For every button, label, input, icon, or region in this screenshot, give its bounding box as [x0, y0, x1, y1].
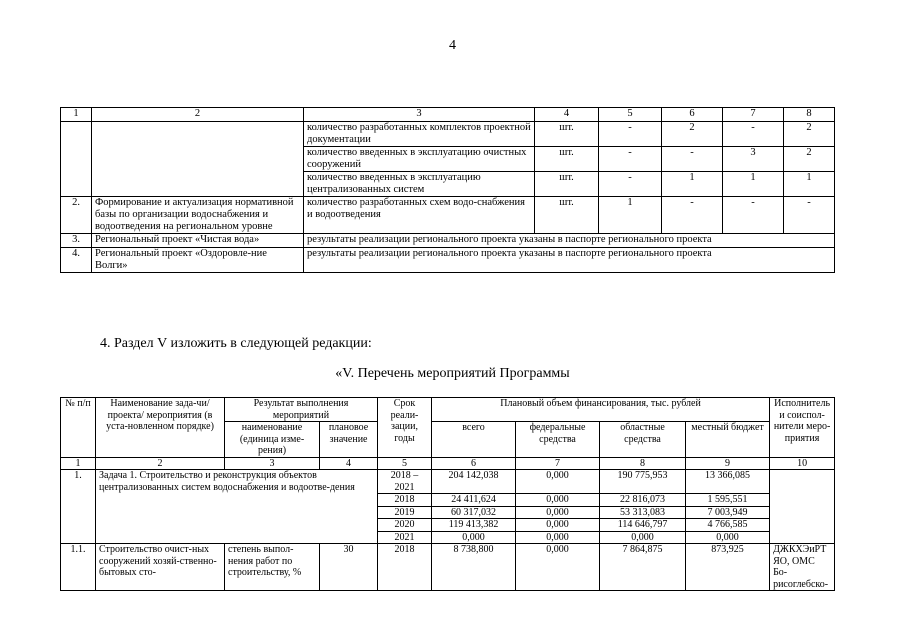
local-cell: 13 366,085 [686, 470, 770, 494]
col-number: 6 [432, 457, 516, 470]
total-cell: 0,000 [432, 531, 516, 544]
value-cell: 3 [723, 147, 784, 172]
total-cell: 24 411,624 [432, 494, 516, 507]
indicators-table [60, 107, 835, 273]
row-number: 2. [61, 197, 92, 234]
year-cell: 2020 [378, 519, 432, 532]
unit-cell: шт. [535, 197, 599, 234]
regional-cell: 114 646,797 [600, 519, 686, 532]
col-header: 7 [723, 108, 784, 122]
total-cell: 60 317,032 [432, 506, 516, 519]
value-cell: - [599, 172, 662, 197]
value-cell: - [599, 147, 662, 172]
value-cell: - [662, 197, 723, 234]
header-num: № п/п [61, 398, 96, 458]
merged-note: результаты реализации регионального проекта указаны в паспорте регионального проекта [304, 248, 835, 273]
col-number: 9 [686, 457, 770, 470]
col-header: 5 [599, 108, 662, 122]
value-cell: - [723, 197, 784, 234]
header-name: Наименование зада-чи/проекта/ мероприятия (в уста-новленном порядке) [96, 398, 225, 458]
local-cell: 873,925 [686, 544, 770, 591]
federal-cell: 0,000 [516, 519, 600, 532]
header-term: Срок реали-зации, годы [378, 398, 432, 458]
col-number: 8 [600, 457, 686, 470]
row-number: 1. [61, 470, 96, 544]
activity-name: Строительство очист-ных сооружений хозяй-ственно-бытовых сто- [96, 544, 225, 591]
value-cell: 2 [784, 122, 835, 147]
col-number: 10 [770, 457, 835, 470]
year-cell: 2018 [378, 494, 432, 507]
column-numbers-row [61, 457, 835, 470]
federal-cell: 0,000 [516, 531, 600, 544]
regional-cell: 0,000 [600, 531, 686, 544]
indicator-cell: количество введенных в эксплуатацию очистных сооружений [304, 147, 535, 172]
task-name: Задача 1. Строительство и реконструкция объектов централизованных систем водоснабжения и водоотве-дения [96, 470, 378, 544]
value-cell: - [599, 122, 662, 147]
value-cell: 1 [662, 172, 723, 197]
value-cell: - [662, 147, 723, 172]
header-federal: федеральные средства [516, 422, 600, 458]
value-cell: - [784, 197, 835, 234]
activities-table [60, 397, 835, 591]
value-cell: 1 [723, 172, 784, 197]
section-title: «V. Перечень мероприятий Программы [335, 366, 570, 381]
year-cell: 2018 – 2021 [378, 470, 432, 494]
table-header-row [61, 108, 835, 122]
federal-cell: 0,000 [516, 470, 600, 494]
local-cell: 0,000 [686, 531, 770, 544]
indicator-cell: количество разработанных схем водо-снабжения и водоотведения [304, 197, 535, 234]
table-row [61, 544, 835, 591]
federal-cell: 0,000 [516, 544, 600, 591]
table-row [61, 234, 835, 248]
federal-cell: 0,000 [516, 506, 600, 519]
value-cell: 1 [599, 197, 662, 234]
local-cell: 4 766,585 [686, 519, 770, 532]
col-number: 2 [96, 457, 225, 470]
header-result-name: наименование (единица изме-рения) [225, 422, 320, 458]
table-header-row [61, 398, 835, 422]
year-cell: 2021 [378, 531, 432, 544]
col-number: 5 [378, 457, 432, 470]
activity-name: Формирование и актуализация нормативной базы по организации водоснабжения и водоотведения на региональном уровне [92, 197, 304, 234]
col-header: 1 [61, 108, 92, 122]
value-cell: 2 [662, 122, 723, 147]
activity-name: Региональный проект «Оздоровле-ние Волги» [92, 248, 304, 273]
total-cell: 8 738,800 [432, 544, 516, 591]
col-number: 7 [516, 457, 600, 470]
table-row [61, 197, 835, 234]
regional-cell: 190 775,953 [600, 470, 686, 494]
year-cell: 2018 [378, 544, 432, 591]
col-number: 4 [320, 457, 378, 470]
table-row [61, 470, 835, 494]
header-result-plan: плановое значение [320, 422, 378, 458]
instruction-text: 4. Раздел V изложить в следующей редакции: [100, 336, 372, 351]
total-cell: 204 142,038 [432, 470, 516, 494]
col-number: 1 [61, 457, 96, 470]
col-header: 8 [784, 108, 835, 122]
header-funding: Плановый объем финансирования, тыс. рублей [432, 398, 770, 422]
result-name: степень выпол-нения работ по строительству, % [225, 544, 320, 591]
total-cell: 119 413,382 [432, 519, 516, 532]
header-total: всего [432, 422, 516, 458]
col-number: 3 [225, 457, 320, 470]
regional-cell: 22 816,073 [600, 494, 686, 507]
federal-cell: 0,000 [516, 494, 600, 507]
value-cell: 1 [784, 172, 835, 197]
table-row [61, 122, 835, 147]
unit-cell: шт. [535, 147, 599, 172]
plan-value: 30 [320, 544, 378, 591]
col-header: 3 [304, 108, 535, 122]
merged-note: результаты реализации регионального проекта указаны в паспорте регионального проекта [304, 234, 835, 248]
table-row [61, 248, 835, 273]
activity-name: Региональный проект «Чистая вода» [92, 234, 304, 248]
header-executor: Исполнитель и соиспол-нители меро-приятия [770, 398, 835, 458]
header-result: Результат выполнения мероприятий [225, 398, 378, 422]
row-number: 4. [61, 248, 92, 273]
regional-cell: 53 313,083 [600, 506, 686, 519]
local-cell: 1 595,551 [686, 494, 770, 507]
unit-cell: шт. [535, 172, 599, 197]
header-local: местный бюджет [686, 422, 770, 458]
row-number: 3. [61, 234, 92, 248]
col-header: 2 [92, 108, 304, 122]
indicator-cell: количество разработанных комплектов проектной документации [304, 122, 535, 147]
local-cell: 7 003,949 [686, 506, 770, 519]
unit-cell: шт. [535, 122, 599, 147]
col-header: 4 [535, 108, 599, 122]
year-cell: 2019 [378, 506, 432, 519]
row-number: 1.1. [61, 544, 96, 591]
page-number: 4 [449, 38, 456, 53]
col-header: 6 [662, 108, 723, 122]
value-cell: - [723, 122, 784, 147]
regional-cell: 7 864,875 [600, 544, 686, 591]
indicator-cell: количество введенных в эксплуатацию централизованных систем [304, 172, 535, 197]
header-regional: областные средства [600, 422, 686, 458]
executor-cell: ДЖКХЭиРТ ЯО, ОМС Бо-рисоглебско- [770, 544, 835, 591]
value-cell: 2 [784, 147, 835, 172]
